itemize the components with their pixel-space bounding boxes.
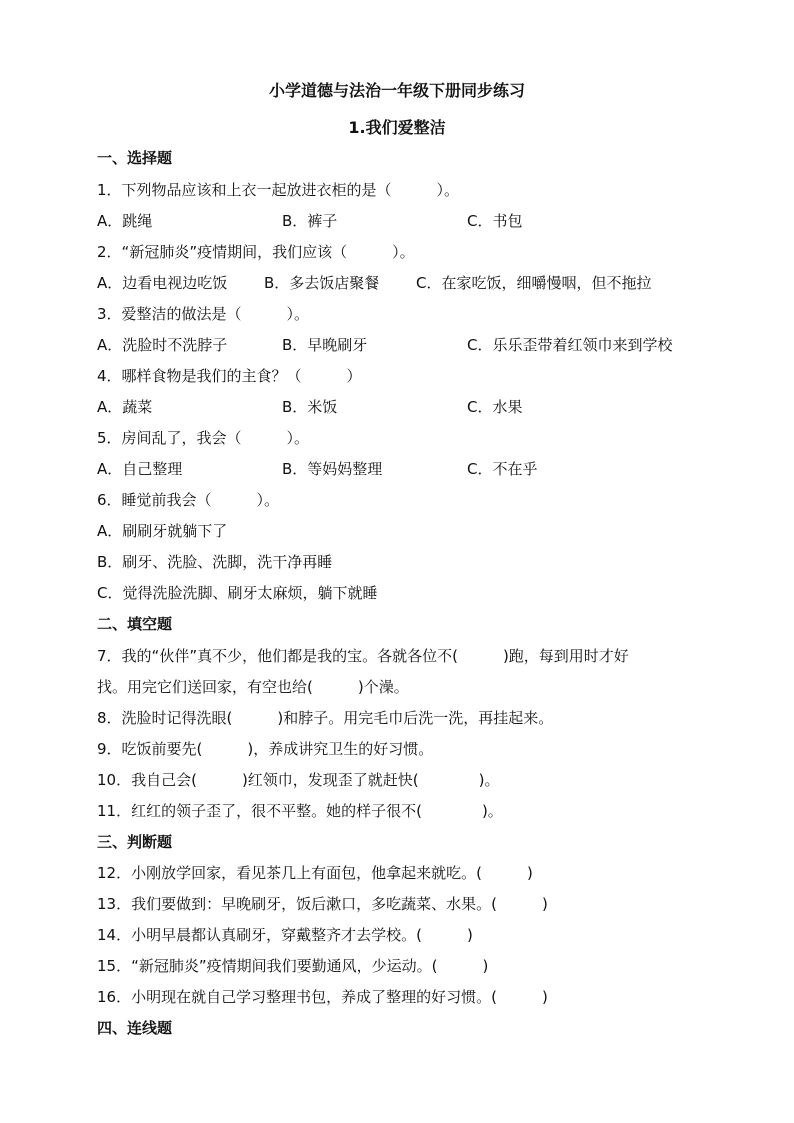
q2-option-b: B．多去饭店聚餐 — [264, 274, 380, 292]
question-12: 12．小刚放学回家，看见茶几上有面包，他拿起来就吃。( ) — [97, 864, 533, 882]
section-heading-fill: 二、填空题 — [97, 615, 173, 633]
question-7-line-2: 找。用完它们送回家，有空也给( )个澡。 — [97, 678, 409, 696]
question-3: 3．爱整洁的做法是（ ）。 — [97, 305, 310, 323]
page-title: 小学道德与法治一年级下册同步练习 — [268, 81, 525, 100]
section-heading-choice: 一、选择题 — [97, 149, 173, 167]
q5-option-b: B．等妈妈整理 — [282, 460, 383, 478]
section-heading-match: 四、连线题 — [97, 1019, 173, 1037]
q4-option-b: B．米饭 — [282, 398, 338, 416]
q2-option-c: C．在家吃饭，细嚼慢咽，但不拖拉 — [416, 274, 652, 292]
question-15: 15．“新冠肺炎”疫情期间我们要勤通风，少运动。( ) — [97, 957, 489, 975]
question-6: 6．睡觉前我会（ ）。 — [97, 491, 280, 509]
q1-option-c: C．书包 — [467, 212, 523, 230]
question-13: 13．我们要做到：早晚刷牙，饭后漱口，多吃蔬菜、水果。( ) — [97, 895, 548, 913]
q6-option-a: A．刷刷牙就躺下了 — [97, 522, 228, 540]
q1-option-b: B．裤子 — [282, 212, 338, 230]
q3-option-b: B．早晚刷牙 — [282, 336, 368, 354]
question-11: 11．红红的领子歪了，很不平整。她的样子很不( )。 — [97, 802, 503, 820]
question-5: 5．房间乱了，我会（ ）。 — [97, 429, 310, 447]
question-7-line-1: 7．我的“伙伴”真不少，他们都是我的宝。各就各位不( )跑，每到用时才好 — [97, 647, 629, 665]
question-9: 9．吃饭前要先( )，养成讲究卫生的好习惯。 — [97, 740, 434, 758]
question-2: 2．“新冠肺炎”疫情期间，我们应该（ ）。 — [97, 243, 415, 261]
q1-option-a: A．跳绳 — [97, 212, 153, 230]
q3-option-a: A．洗脸时不洗脖子 — [97, 336, 228, 354]
question-4: 4．哪样食物是我们的主食？（ ） — [97, 367, 362, 385]
section-heading-judge: 三、判断题 — [97, 833, 173, 851]
question-1: 1．下列物品应该和上衣一起放进衣柜的是（ ）。 — [97, 181, 460, 199]
question-16: 16．小明现在就自己学习整理书包，养成了整理的好习惯。( ) — [97, 988, 548, 1006]
q6-option-b: B．刷牙、洗脸、洗脚，洗干净再睡 — [97, 553, 333, 571]
q2-option-a: A．边看电视边吃饭 — [97, 274, 228, 292]
q5-option-c: C．不在乎 — [467, 460, 538, 478]
page-subtitle: 1.我们爱整洁 — [348, 118, 446, 137]
q4-option-a: A．蔬菜 — [97, 398, 153, 416]
question-8: 8．洗脸时记得洗眼( )和脖子。用完毛巾后洗一洗，再挂起来。 — [97, 709, 554, 727]
q3-option-c: C．乐乐歪带着红领巾来到学校 — [467, 336, 673, 354]
question-14: 14．小明早晨都认真刷牙，穿戴整齐才去学校。( ) — [97, 926, 473, 944]
question-10: 10．我自己会( )红领巾，发现歪了就赶快( )。 — [97, 771, 500, 789]
q4-option-c: C．水果 — [467, 398, 523, 416]
q6-option-c: C．觉得洗脸洗脚、刷牙太麻烦，躺下就睡 — [97, 584, 378, 602]
q5-option-a: A．自己整理 — [97, 460, 183, 478]
